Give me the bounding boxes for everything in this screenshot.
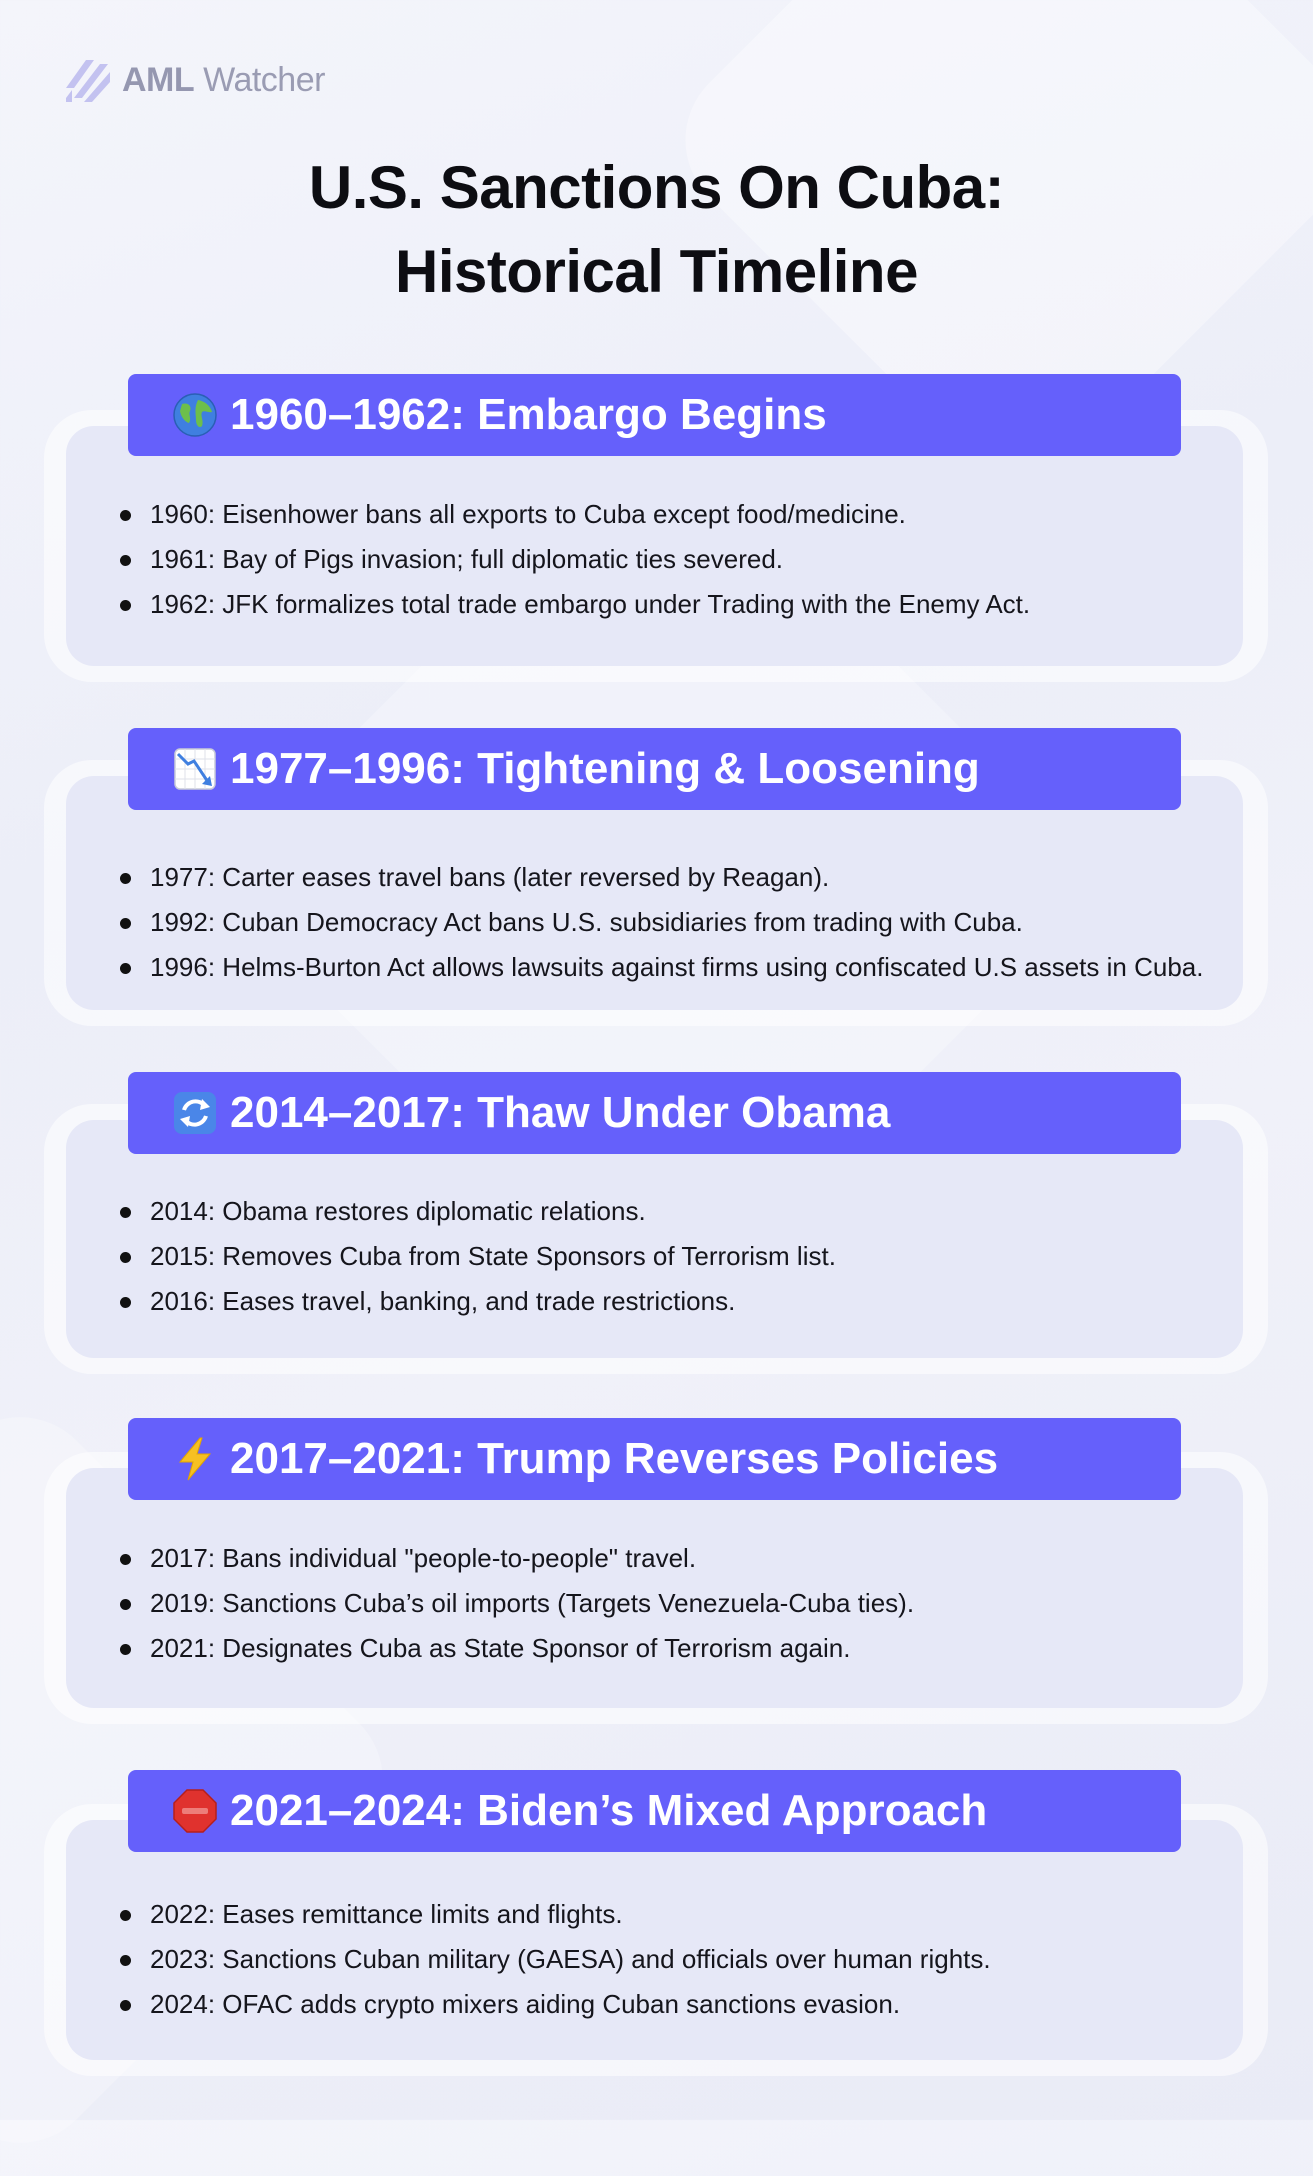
list-item: 1992: Cuban Democracy Act bans U.S. subsidiaries from trading with Cuba. [120,900,1203,945]
brand-logo [66,58,325,102]
section-heading: 1960–1962: Embargo Begins [230,390,827,439]
list-item: 2014: Obama restores diplomatic relations. [120,1189,836,1234]
section-heading: 2021–2024: Biden’s Mixed Approach [230,1786,988,1835]
section-header [128,728,1181,810]
list-item: 2016: Eases travel, banking, and trade restrictions. [120,1279,836,1324]
list-item: 1961: Bay of Pigs invasion; full diplomatic ties severed. [120,537,1030,582]
section-heading: 2014–2017: Thaw Under Obama [230,1088,891,1137]
list-item: 2019: Sanctions Cuba’s oil imports (Targets Venezuela-Cuba ties). [120,1581,914,1626]
list-item: 2015: Removes Cuba from State Sponsors of Terrorism list. [120,1234,836,1279]
section-heading: 2017–2021: Trump Reverses Policies [230,1434,999,1483]
section-header [128,374,1181,456]
page-title [0,146,1313,314]
stop-sign-icon [172,1788,218,1834]
section-header [128,1072,1181,1154]
arrows-cycle-icon [172,1090,218,1136]
list-item: 1960: Eisenhower bans all exports to Cuba except food/medicine. [120,492,1030,537]
lightning-icon [172,1436,218,1482]
list-item: 2023: Sanctions Cuban military (GAESA) and officials over human rights. [120,1937,991,1982]
list-item: 1962: JFK formalizes total trade embargo under Trading with the Enemy Act. [120,582,1030,627]
list-item: 1977: Carter eases travel bans (later reversed by Reagan). [120,855,1203,900]
list-item: 1996: Helms-Burton Act allows lawsuits against firms using confiscated U.S assets in Cuba. [120,945,1203,990]
list-item: 2021: Designates Cuba as State Sponsor of Terrorism again. [120,1626,914,1671]
page-title-line-2: Historical Timeline [395,238,918,305]
list-item: 2024: OFAC adds crypto mixers aiding Cuban sanctions evasion. [120,1982,991,2027]
globe-icon [172,392,218,438]
logo-mark-icon [66,58,110,102]
event-list [120,855,1203,990]
section-header [128,1418,1181,1500]
section-header [128,1770,1181,1852]
list-item: 2022: Eases remittance limits and flights. [120,1892,991,1937]
event-list [120,1536,914,1671]
page-title-line-1: U.S. Sanctions On Cuba: [308,154,1005,221]
chart-decreasing-icon [172,746,218,792]
event-list [120,492,1030,627]
event-list [120,1892,991,2027]
event-list [120,1189,836,1324]
brand-name: AML Watcher [122,60,325,99]
list-item: 2017: Bans individual "people-to-people" travel. [120,1536,914,1581]
section-heading: 1977–1996: Tightening & Loosening [230,744,980,793]
